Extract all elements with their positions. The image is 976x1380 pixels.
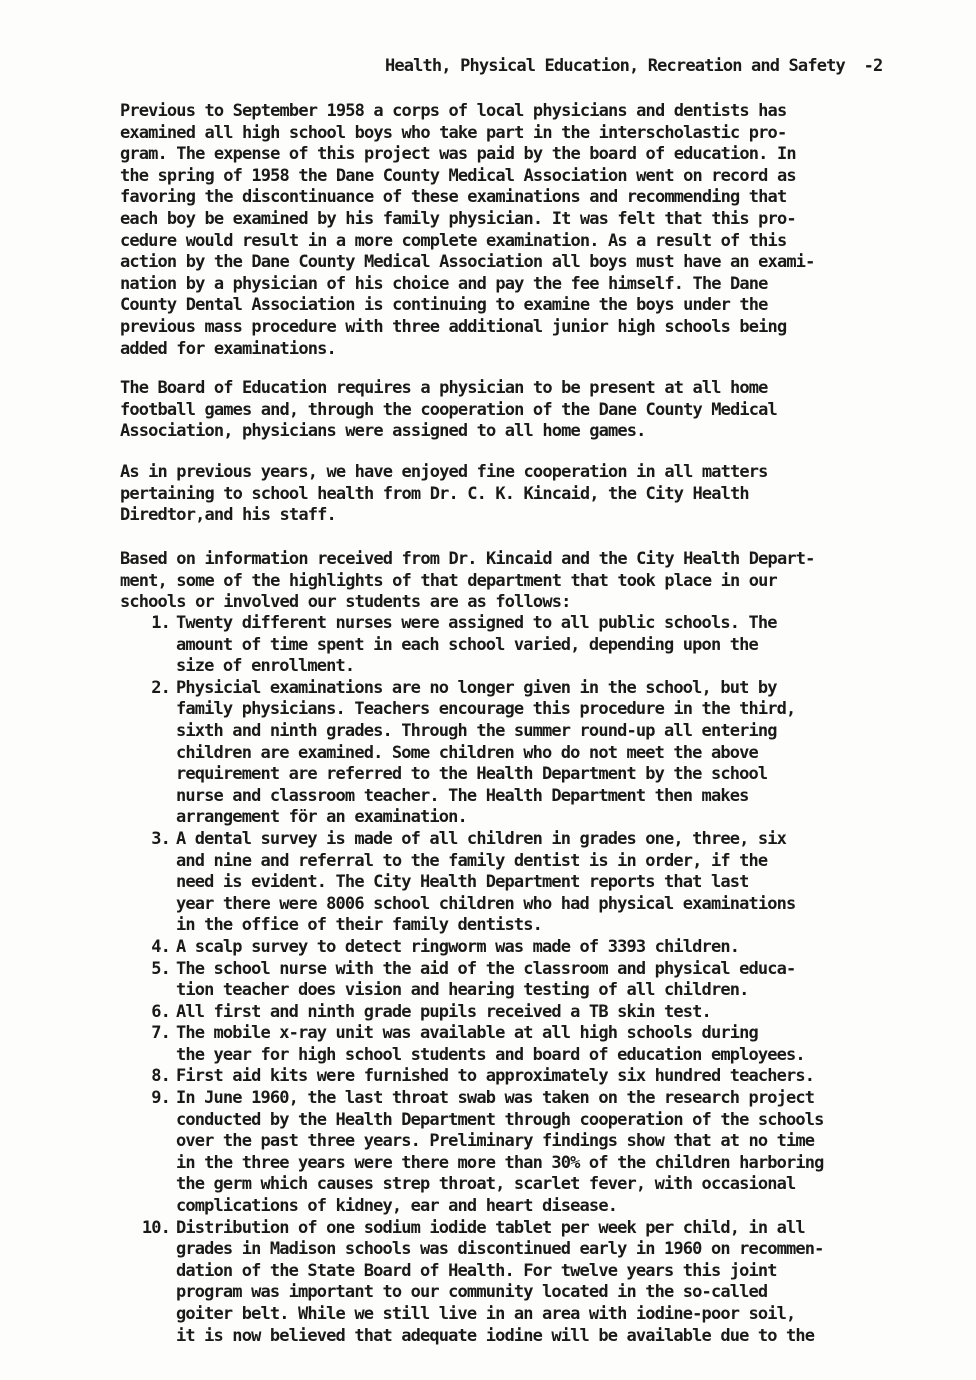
list-item-line: grades in Madison schools was discontinued early in 1960 on recommen- — [176, 1239, 824, 1260]
paragraph-line: previous mass procedure with three additional junior high schools being — [120, 316, 787, 337]
list-item-line: in the office of their family dentists. — [176, 915, 543, 936]
list-item-line: and nine and referral to the family dentist is in order, if the — [176, 850, 768, 871]
paragraph-line: added for examinations. — [120, 338, 336, 359]
list-item-number: 1. — [151, 613, 170, 633]
paragraph-line: As in previous years, we have enjoyed fine cooperation in all matters — [120, 462, 768, 482]
paragraph-line: Based on information received from Dr. Kincaid and the City Health Depart- — [120, 549, 815, 569]
paragraph-line: ment, some of the highlights of that department that took place in our — [120, 570, 777, 591]
list-item-number: 6. — [151, 1001, 170, 1022]
paragraph-line: football games and, through the cooperation of the Dane County Medical — [120, 399, 777, 420]
list-item-line: amount of time spent in each school varied, depending upon the — [176, 634, 758, 655]
paragraph-highlights-intro — [120, 549, 920, 614]
paragraph-football-physicians — [120, 378, 920, 443]
list-item — [120, 1218, 940, 1348]
paragraph-line: pertaining to school health from Dr. C. K. Kincaid, the City Health — [120, 483, 749, 504]
paragraph-line: Previous to September 1958 a corps of local physicians and dentists has — [120, 101, 787, 121]
list-item-line: dation of the State Board of Health. For twelve years this joint — [176, 1260, 777, 1281]
paragraph-line: the spring of 1958 the Dane County Medical Association went on record as — [120, 165, 796, 186]
list-item-number: 5. — [151, 958, 170, 979]
list-item-text — [176, 678, 940, 829]
paragraph-line: examined all high school boys who take part in the interscholastic pro- — [120, 122, 787, 143]
list-item-line: Distribution of one sodium iodide tablet per week per child, in all — [176, 1217, 805, 1238]
list-item-line: program was important to our community located in the so-called — [176, 1282, 768, 1303]
list-item-text — [176, 829, 940, 937]
list-item-number: 2. — [151, 677, 170, 698]
paragraph-line: cedure would result in a more complete examination. As a result of this — [120, 230, 787, 251]
list-item-line: conducted by the Health Department through cooperation of the schools — [176, 1109, 824, 1130]
list-item-text — [176, 937, 940, 959]
list-item-line: tion teacher does vision and hearing testing of all children. — [176, 980, 749, 1001]
list-item-line: arrangement för an examination. — [176, 807, 467, 828]
list-item-number: 4. — [151, 936, 170, 957]
list-item-line: Twenty different nurses were assigned to all public schools. The — [176, 613, 777, 633]
list-item — [120, 1002, 940, 1024]
list-item-line: In June 1960, the last throat swab was taken on the research project — [176, 1088, 815, 1109]
highlights-list — [120, 613, 940, 1347]
list-item-line: All first and ninth grade pupils received a TB skin test. — [176, 1001, 711, 1022]
list-item-line: year there were 8006 school children who had physical examinations — [176, 893, 796, 914]
list-item-text — [176, 1088, 940, 1218]
paragraph-physical-exams — [120, 101, 920, 360]
list-item-line: the germ which causes strep throat, scarlet fever, with occasional — [176, 1174, 796, 1195]
list-item-line: A scalp survey to detect ringworm was made of 3393 children. — [176, 936, 740, 957]
paragraph-health-director — [120, 462, 920, 527]
list-item-line: The mobile x-ray unit was available at all high schools during — [176, 1023, 758, 1044]
list-item-text — [176, 1023, 940, 1066]
list-item-text — [176, 1002, 940, 1024]
paragraph-line: action by the Dane County Medical Association all boys must have an exami- — [120, 252, 815, 273]
list-item-line: size of enrollment. — [176, 656, 355, 677]
list-item-line: it is now believed that adequate iodine will be available due to the — [176, 1325, 815, 1346]
list-item-line: goiter belt. While we still live in an area with iodine-poor soil, — [176, 1304, 796, 1324]
list-item-line: children are examined. Some children who do not meet the above — [176, 742, 758, 763]
list-item-line: The school nurse with the aid of the classroom and physical educa- — [176, 958, 796, 979]
paragraph-line: County Dental Association is continuing to examine the boys under the — [120, 295, 768, 316]
list-item-line: complications of kidney, ear and heart disease. — [176, 1196, 618, 1217]
list-item-line: A dental survey is made of all children in grades one, three, six — [176, 828, 787, 849]
paragraph-line: favoring the discontinuance of these examinations and recommending that — [120, 187, 787, 208]
list-item-number: 7. — [151, 1023, 170, 1044]
list-item — [120, 1066, 940, 1088]
list-item — [120, 829, 940, 937]
list-item-line: family physicians. Teachers encourage this procedure in the third, — [176, 699, 796, 720]
list-item — [120, 1023, 940, 1066]
list-item-line: sixth and ninth grades. Through the summer round-up all entering — [176, 720, 777, 741]
page-number: -2 — [863, 56, 883, 76]
list-item-number: 3. — [151, 828, 170, 849]
paragraph-line: nation by a physician of his choice and pay the fee himself. The Dane — [120, 273, 768, 294]
paragraph-line: each boy be examined by his family physician. It was felt that this pro- — [120, 208, 796, 229]
paragraph-line: The Board of Education requires a physician to be present at all home — [120, 378, 768, 398]
paragraph-line: Diredtor,and his staff. — [120, 505, 336, 526]
list-item — [120, 613, 940, 678]
list-item-line: over the past three years. Preliminary findings show that at no time — [176, 1131, 815, 1152]
list-item-line: Physicial examinations are no longer given in the school, but by — [176, 677, 777, 698]
paragraph-line: schools or involved our students are as follows: — [120, 592, 571, 613]
paragraph-line: Association, physicians were assigned to all home games. — [120, 421, 646, 442]
list-item — [120, 937, 940, 959]
list-item-line: nurse and classroom teacher. The Health Department then makes — [176, 785, 749, 806]
list-item-text — [176, 1218, 940, 1348]
list-item — [120, 959, 940, 1002]
list-item-text — [176, 613, 940, 678]
list-item-line: in the three years were there more than 30% of the children harboring — [176, 1152, 824, 1173]
paragraph-line: gram. The expense of this project was paid by the board of education. In — [120, 144, 796, 165]
list-item-line: need is evident. The City Health Department reports that last — [176, 872, 749, 893]
list-item-number: 8. — [151, 1066, 170, 1087]
list-item-number: 10. — [141, 1217, 170, 1238]
list-item — [120, 1088, 940, 1218]
list-item-text — [176, 959, 940, 1002]
running-header — [385, 56, 882, 78]
list-item-line: First aid kits were furnished to approximately six hundred teachers. — [176, 1066, 815, 1087]
list-item-number: 9. — [151, 1088, 170, 1109]
list-item — [120, 678, 940, 829]
running-title: Health, Physical Education, Recreation and Safety — [385, 56, 845, 76]
list-item-text — [176, 1066, 940, 1088]
list-item-line: the year for high school students and board of education employees. — [176, 1044, 805, 1065]
list-item-line: requirement are referred to the Health Department by the school — [176, 764, 768, 785]
